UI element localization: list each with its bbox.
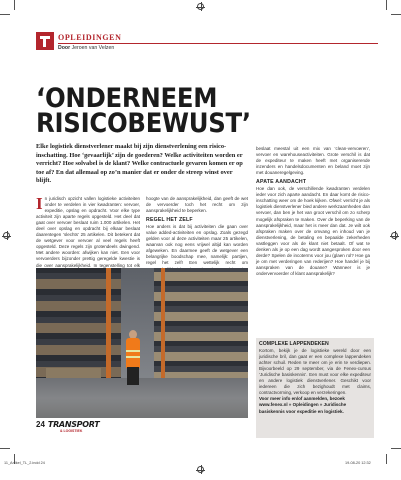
photo-vest-stripe bbox=[126, 350, 140, 352]
slug-right: 19-08-20 12:32 bbox=[345, 461, 371, 465]
registration-mark-icon bbox=[197, 3, 204, 10]
crop-mark bbox=[0, 448, 10, 449]
author-name: Jeroen van Velzen bbox=[71, 45, 115, 51]
crop-mark bbox=[14, 0, 15, 10]
photo-rack-right bbox=[154, 268, 248, 386]
photo-beam bbox=[106, 268, 111, 386]
author-prefix: Door bbox=[58, 45, 71, 51]
info-box-link[interactable]: Voor meer info en/of aanmelden, bezoek www.fenex.nl » Opleidingen » Juridische basiskennis voor expeditie en logistiek. bbox=[259, 396, 347, 414]
page-footer bbox=[36, 420, 100, 433]
drop-cap: I bbox=[36, 194, 43, 213]
column-3-text-1: beslaat meestal uit een mix van ‘clean-vervoeren’, vervoer en warehouseactiviteiten. Grote verschil is dat de expediteur te maken heeft met organiserende inzenders en handelsdocumenten en beland moet zijn met douaneregelgeving. bbox=[256, 146, 370, 176]
info-box bbox=[256, 338, 374, 438]
registration-mark-icon bbox=[3, 232, 10, 239]
headline bbox=[36, 83, 251, 139]
column-2-text-2: Hoe anders is dat bij activiteiten die gaan over value added-activiteiten en opslag. Zoals gezegd gelden voor al deze activiteiten maar 25 artikelen, waarvan ook nog eens vrijwel altijd kan worden afgeweken. En daarmee geeft de wetgever een belangrijke boodschap mee, namelijk: partijen, regel het zelf! Een wettelijk recht om bbox=[146, 224, 248, 266]
crop-mark bbox=[391, 14, 401, 15]
column-3-text-2: Hoe dan ook, de verschillende kwadranten verdelen ieder voor zich aparte aandacht. En daar komt de risico-inschatting weer om de hoek kijken. Ofwel: verricht je als logistiek dienstverlener bied andere werkzaamheden dan vervoer, dan ben je het van groot verschil om zo scherp mogelijk afspraken te maken. Over de beperking van de aansprakelijkheid, maar het is meer dan dat. Je wilt ook afspraken maken over de omvang en inhoud van je dienstverlening, de betaling en bepaalde zekerheden vastleggen voor als de klant niet betaalt. Of wat te denken als je op een dag wordt aangesproken door een derde? Spelen de incoterms voor jou (glaen rol? Hoe ga je om met verderingen van rederijen? Hoe handel je bij aanspraken van de douane? Wanneer is je ondervervoerder of klant aansprakelijk? bbox=[256, 186, 370, 276]
section-label: OPLEIDINGEN bbox=[58, 33, 122, 42]
info-box-text: Kortom, bekijk je de logistieke wereld door een juridische bril, dan gaat er een complexe lappendeken achter schuil. Reden te meer om je erin te verdiepen. Bijvoorbeeld op 29 september, via de Fenex-cursus ‘Juridische basiskennis’. Een must voor elke expediteur en andere logistiek dienstverlener. Geschikt voor iedereen die zich bezighoudt met claims, contractvorming, verkoop en verzekeringen. bbox=[259, 348, 371, 396]
crop-mark bbox=[386, 454, 387, 464]
headline-line-2: RISICOBEWUST’ bbox=[36, 108, 251, 139]
body-column-3 bbox=[256, 146, 370, 277]
registration-mark-icon bbox=[197, 466, 204, 473]
subhead-apate-aandacht: APATE AANDACHT bbox=[256, 179, 307, 186]
subhead-regel-het-zelf: REGEL HET ZELF bbox=[146, 217, 193, 224]
column-2-text-1: hoogte van de aansprakelijkheid, dan geeft de wet de vervoerder toch het recht om zijn aansprakelijkheid te beperken. bbox=[146, 196, 248, 214]
section-logo-icon bbox=[36, 32, 54, 50]
author-line bbox=[58, 45, 114, 51]
photo-shadow bbox=[36, 398, 248, 418]
slug-left: 11_Artikel_TL_2.indd 24 bbox=[4, 461, 45, 465]
magazine-name: TRANSPORT bbox=[47, 420, 100, 429]
crop-mark bbox=[0, 14, 10, 15]
crop-mark bbox=[391, 448, 401, 449]
headline-line-1: ‘ONDERNEEM bbox=[36, 83, 218, 114]
photo-beam bbox=[161, 268, 165, 388]
photo-worker-vest bbox=[126, 338, 140, 368]
page-number: 24 bbox=[36, 420, 45, 429]
intro-paragraph: Elke logistiek dienstverlener maakt bij zijn dienstverlening een risico-inschatting. Hoe ‘gevaarlijk’ zijn de goederen? Welke activiteiten worden er verricht? Hoe solvabel is de klant? Welke contractuele gevaren komen er op toe af? En dat allemaal op zo’n manier dat er onder de streep winst over blijft. bbox=[36, 143, 243, 185]
photo-vest-stripe bbox=[126, 356, 140, 358]
magazine-subtitle: & LOGISTIEK bbox=[60, 429, 83, 433]
photo-worker-legs bbox=[127, 367, 139, 385]
warehouse-photo bbox=[36, 268, 248, 418]
column-1-text: n juridisch opzicht vallen logistieke activiteiten onder te verdelen in vier kwadranten: vervoer, expeditie, opslag en opdracht. Voor elke type activiteit zijn aparte regels opgesteld. Het deel dat gaat over vervoer beslaat ruim 1.000 artikelen. Het deel over opslag en opdracht bij elkaar beslaat daarentegen ‘slechts’ 25 artikelen. Dit betekent dat de wetgever voor vervoer al veel regels heeft opgesteld. Deze regels zijn grotendeels dwingend. Met andere woorden: afwijken kan niet. Een voor vervoerders bijzonder prettig geregelde kwestie is die over aansprakelijkheid. In tegenstelling tot elk bbox=[36, 196, 140, 268]
section-rule bbox=[58, 43, 378, 44]
registration-mark-icon bbox=[391, 232, 398, 239]
info-box-title: COMPLEXE LAPPENDEKEN bbox=[259, 341, 329, 347]
crop-mark bbox=[386, 0, 387, 10]
